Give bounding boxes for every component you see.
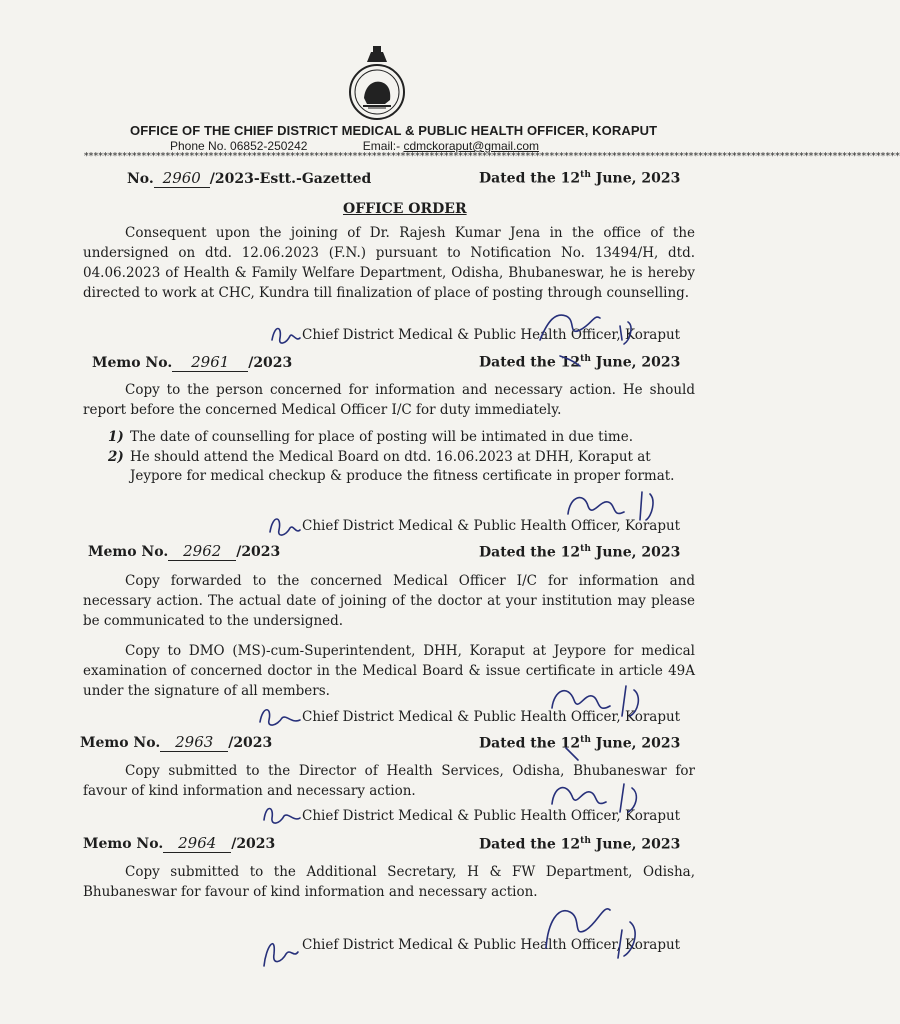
handwritten-number: 2963 — [175, 733, 214, 751]
signature-line: Chief District Medical & Public Health Officer, Koraput — [302, 709, 681, 725]
memo-body: Copy submitted to the Director of Health Services, Odisha, Bhubaneswar for favour of kind information and necessary action. — [83, 763, 695, 799]
signature-scribble — [546, 909, 635, 958]
memo-date: Dated the 12th June, 2023 — [479, 836, 681, 853]
memo-number: Memo No. 2962 /2023 — [88, 542, 281, 560]
initials-mark — [270, 519, 300, 535]
memo-date: Dated the 12th June, 2023 — [479, 544, 681, 561]
memo-number: Memo No. 2963 /2023 — [80, 733, 273, 751]
signature-line: Chief District Medical & Public Health Officer, Koraput — [302, 327, 681, 343]
signature-line: Chief District Medical & Public Health Officer, Koraput — [302, 518, 681, 534]
handwritten-number: 2962 — [183, 542, 222, 560]
office-title: OFFICE OF THE CHIEF DISTRICT MEDICAL & PUBLIC HEALTH OFFICER, KORAPUT — [130, 123, 658, 138]
list-item: 2) He should attend the Medical Board on dtd. 16.06.2023 at DHH, Koraput at Jeypore for medical checkup & produce the fitness certificate in proper format. — [108, 449, 675, 484]
initials-mark — [264, 809, 300, 824]
order-date: Dated the 12th June, 2023 — [479, 170, 681, 187]
signature-scribble — [552, 784, 636, 812]
handwritten-number: 2964 — [178, 834, 217, 852]
email-label: Email:- — [362, 139, 401, 153]
signature-line: Chief District Medical & Public Health Officer, Koraput — [302, 808, 681, 824]
phone-number: Phone No. 06852-250242 — [170, 139, 308, 153]
signature-scribble — [540, 315, 631, 344]
order-body: Consequent upon the joining of Dr. Rajesh Kumar Jena in the office of the undersigned on dtd. 12.06.2023 (F.N.) pursuant to Notification No. 13494/H, dtd. 04.06.2023 of Health & Family Welfare Department, Odisha, Bhubaneswar, he is hereby directed to work at CHC, Kundra till finalization of place of posting through counselling. — [83, 225, 695, 301]
memo-body: Copy to the person concerned for information and necessary action. He should report before the concerned Medical Officer I/C for duty immediately. — [83, 382, 695, 418]
memo-body: Copy submitted to the Additional Secretary, H & FW Department, Odisha, Bhubaneswar for favour of kind information and necessary action. — [83, 864, 695, 900]
memo-date: Dated the 12th June, 2023 — [479, 354, 681, 371]
handwritten-number: 2961 — [191, 353, 230, 371]
order-number: No. 2960 /2023-Estt.-Gazetted — [127, 169, 372, 187]
signature-scribble — [552, 686, 638, 716]
separator-line: ************************************************************************************************************************************************************************** — [84, 152, 900, 162]
memo-date: Dated the 12th June, 2023 — [479, 735, 681, 752]
list-item: 1) The date of counselling for place of posting will be intimated in due time. — [108, 429, 633, 445]
memo-number: Memo No. 2961 /2023 — [92, 353, 293, 371]
memo-body: Copy forwarded to the concerned Medical Officer I/C for information and necessary action. The actual date of joining of the doctor at your institution may please be communicated to the undersigned. Copy to DMO (MS)-cum-Superintendent, DHH, Koraput at Jeypore for medical examination of concerned doctor in the Medical Board & issue certificate in article 49A under the signature of all members. — [83, 573, 695, 699]
handwritten-number: 2960 — [162, 169, 201, 187]
office-order-heading: OFFICE ORDER — [343, 201, 467, 217]
initials-mark — [272, 329, 300, 344]
email-link[interactable]: cdmckoraput@gmail.com — [403, 139, 540, 153]
initials-mark — [264, 944, 298, 966]
initials-mark — [260, 710, 300, 725]
signature-scribble — [568, 492, 653, 520]
memo-number: Memo No. 2964 /2023 — [83, 834, 276, 852]
signature-line: Chief District Medical & Public Health Officer, Koraput — [302, 937, 681, 953]
